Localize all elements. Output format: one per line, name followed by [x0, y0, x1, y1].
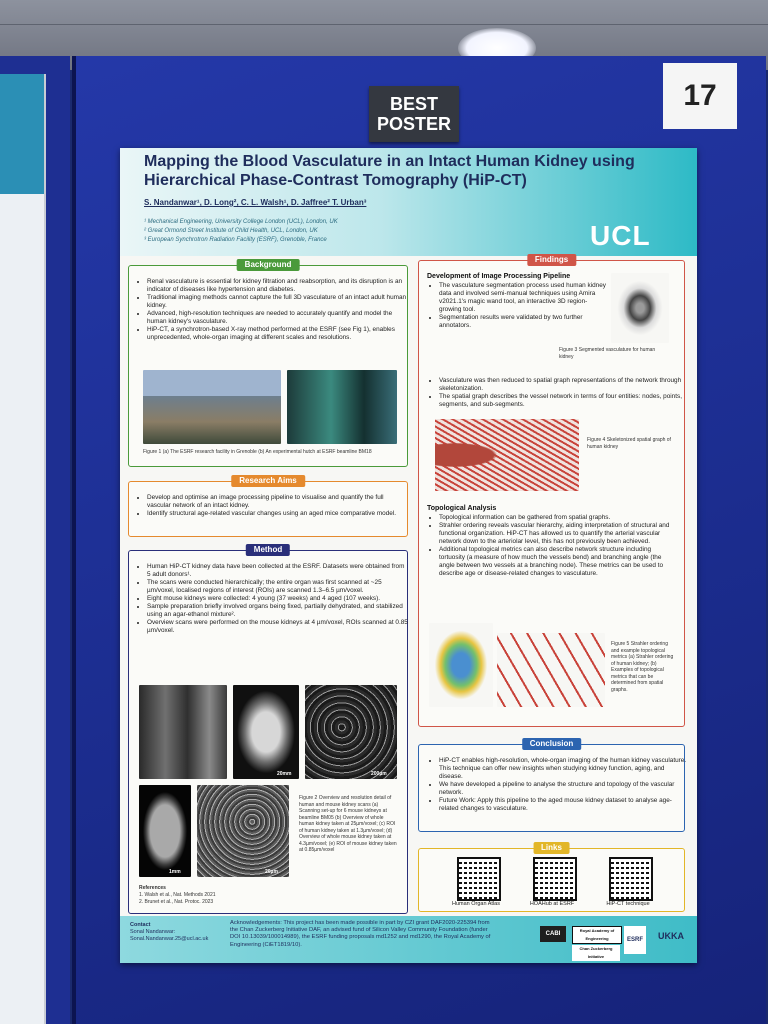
background-title: Background [237, 259, 300, 271]
royal-academy-logo: Royal Academy of Engineering [572, 926, 622, 944]
reference-1: 1. Walsh et al., Nat. Methods 2021 [139, 892, 216, 898]
scalebar-200um: 200µm [371, 771, 387, 777]
segmented-vasculature-image [611, 273, 669, 343]
beamline-hutch-photo [287, 370, 397, 444]
scalebar-20mm: 20mm [277, 771, 292, 777]
references-title: References [139, 885, 166, 891]
conclusion-section: Conclusion • HiP-CT enables high-resolution, whole-organ imaging of the human kidney vasculature. This technique can offer new insights when studying kidney function, aging, and disease. • We have developed a pipeline to analyse the structure and topology of the vascular network. • Future Work: Apply this pipeline to the aged mouse kidney dataset to analyse age-related changes to vasculature. [418, 744, 685, 832]
poster-header [120, 148, 697, 256]
figure-5-caption: Figure 5 Strahler ordering and example topological metrics (a) Strahler ordering of human kidney; (b) Examples of topological metrics that can be determined from spatial graphs. [611, 641, 674, 693]
esrf-logo: ESRF [624, 926, 646, 954]
scalebar-1mm: 1mm [169, 869, 181, 875]
method-section: Method • Human HiP-CT kidney data have been collected at the ESRF. Datasets were obtained from 5 adult donors¹. • The scans were conducted hierarchically; the entire organ was first scanned at ~25 µm/voxel, localised regions of interest (ROIs) are scanned 1.3–6.5 µm/voxel. • Eight mouse kidneys were collected: 4 young (37 weeks) and 4 aged (107 weeks). • Sample preparation briefly involved organs being fixed, partially dehydrated, and stabilized using an agar-ethanol mixture². • Overview scans were performed on the mouse kidneys at 4 µm/voxel, ROIs scanned at 0.85 µm/voxel. 20mm 200µm 1mm 20µm Figure 2 Overview and resolution detail of human and mouse kidney scans (a) Scanning set-up for 6 mouse kidneys at beamline BM05 (b) Overview of whole human kidney taken at 25µm/voxel; (c) ROI of human kidney taken at 1.3µm/voxel; (d) Overview of whole mouse kidney taken at 4.3µm/voxel; (e) ROI of mouse kidney taken at 0.85µm/voxel References 1. Walsh et al., Nat. Methods 2021 2. Brunet et al., Nat. Protoc. 2023 [128, 550, 408, 914]
ucl-logo: UCL [590, 220, 651, 251]
figure-4-caption: Figure 4 Skeletonized spatial graph of human kidney [587, 437, 671, 450]
figure-3-caption: Figure 3 Segmented vasculature for human kidney [559, 347, 656, 360]
qr-label-human-organ-atlas: Human Organ Atlas [452, 901, 500, 907]
qr-label-hipct-technique: HiP-CT technique [606, 901, 650, 907]
qr-code-hipct-technique[interactable] [609, 857, 653, 901]
poster-title: Mapping the Blood Vasculature in an Intact Human Kidney using Hierarchical Phase-Contrast Tomography (HiP-CT) [144, 153, 635, 189]
mouse-kidney-roi-scan [197, 785, 289, 877]
mouse-kidney-overview-scan [139, 785, 191, 877]
research-aims-section: Research Aims • Develop and optimise an image processing pipeline to visualise and quantify the full vascular network of an intact kidney. • Identify structural age-related vascular changes using an aged mice comparative model. [128, 481, 408, 537]
qr-label-hoahub: HOAHub at ESRF [529, 901, 575, 907]
background-section: Background • Renal vasculature is essential for kidney filtration and reabsorption, and its disruption is an indicator of diseases like hypertension and diabetes. • Traditional imaging methods cannot capture the full 3D vasculature of an intact adult human kidney. • Advanced, high-resolution techniques are needed to accurately quantify and model the human kidney's vasculature. • HiP-CT, a synchrotron-based X-ray method performed at the ESRF (see Fig 1), enables unprecedented, whole-organ imaging at different scales and resolutions. Figure 1 (a) The ESRF research facility in Grenoble (b) An experimental hutch at ESRF beamline BM18 [128, 265, 408, 467]
best-poster-badge: BEST POSTER [369, 86, 459, 142]
figure-1-caption: Figure 1 (a) The ESRF research facility in Grenoble (b) An experimental hutch at ESRF beamline BM18 [143, 449, 372, 455]
qr-code-hoahub[interactable] [533, 857, 577, 901]
human-kidney-overview-scan [233, 685, 299, 779]
scalebar-20um: 20µm [265, 869, 278, 875]
qr-code-human-organ-atlas[interactable] [457, 857, 501, 901]
topology-subtitle: Topological Analysis [427, 505, 497, 512]
topological-metrics-image [497, 633, 605, 707]
ukka-logo: UKKA [658, 931, 684, 941]
pipeline-subtitle: Development of Image Processing Pipeline [427, 273, 571, 280]
links-title: Links [533, 842, 570, 854]
findings-title: Findings [527, 254, 576, 266]
conclusion-title: Conclusion [522, 738, 582, 750]
human-kidney-roi-scan [305, 685, 397, 779]
mouse-scan-setup-photo [139, 685, 227, 779]
skeletonized-graph-image [435, 419, 579, 491]
acknowledgements: Acknowledgements: This project has been made possible in part by CZI grant DAF2020-225394 from the Chan Zuckerberg Initiative DAF, an advised fund of Silicon Valley Community Foundation (funder DOI 10.13039/100014989), the ESRF funding proposals md1252 and md1290, the Royal Academy of Engineering (CiET1819/10). [230, 920, 491, 948]
board-number: 17 [663, 63, 737, 129]
reference-2: 2. Brunet et al., Nat. Protoc. 2023 [139, 899, 214, 905]
cabi-logo: CABI [540, 926, 566, 942]
esrf-facility-photo [143, 370, 281, 444]
neighbour-poster [0, 74, 46, 1024]
method-title: Method [246, 544, 290, 556]
poster-affiliations: ¹ Mechanical Engineering, University College London (UCL), London, UK ² Great Ormond Street Institute of Child Health, UCL, London, UK ³ European Synchrotron Radiation Facility (ESRF), Grenoble, France [144, 219, 338, 243]
research-aims-title: Research Aims [231, 475, 305, 487]
findings-section: Findings Development of Image Processing Pipeline • The vasculature segmentation process used human kidney data and involved semi-manual techniques using Amira v2021.1's magic wand tool, an interactive 3D region-growing tool. • Segmentation results were validated by two further annotators. Figure 3 Segmented vasculature for human kidney • Vasculature was then reduced to spatial graph representations of the network through skeletonization. • The spatial graph describes the vessel network in terms of four entities: nodes, points, segments, and sub-segments. Figure 4 Skeletonized spatial graph of human kidney Topological Analysis • Topological information can be gathered from spatial graphs. • Strahler ordering reveals vascular hierarchy, aiding interpretation of structural and functional organization. HiP-CT has allowed us to quantify the arterial vascular network down to the arteriolar level, this has not previously been achieved. • Additional topological metrics can also describe network structure including tortuosity (a measure of how much the vessels bend) and branching angle (the angle between two vessels at a branching node). These metrics can be used to describe age or disease-related changes to vasculature. Figure 5 Strahler ordering and example topological metrics (a) Strahler ordering of human kidney; (b) Examples of topological metrics that can be determined from spatial graphs. [418, 260, 685, 727]
figure-2-caption: Figure 2 Overview and resolution detail of human and mouse kidney scans (a) Scanning set-up for 6 mouse kidneys at beamline BM05 (b) Overview of whole human kidney taken at 25µm/voxel; (c) ROI of human kidney taken at 1.3µm/voxel; (d) Overview of whole mouse kidney taken at 4.3µm/voxel; (e) ROI of mouse kidney taken at 0.85µm/voxel [299, 795, 397, 853]
links-section [418, 843, 685, 912]
poster-authors: S. Nandanwar¹, D. Long², C. L. Walsh¹, D. Jaffree² T. Urban³ [144, 198, 367, 207]
poster [120, 148, 697, 963]
strahler-ordering-image [429, 623, 493, 707]
chan-zuckerberg-logo: Chan Zuckerberg Initiative [572, 945, 620, 961]
contact-block: Contact Sonal Nandanwar: Sonal.Nandanwar.25@ucl.ac.uk [130, 922, 209, 942]
